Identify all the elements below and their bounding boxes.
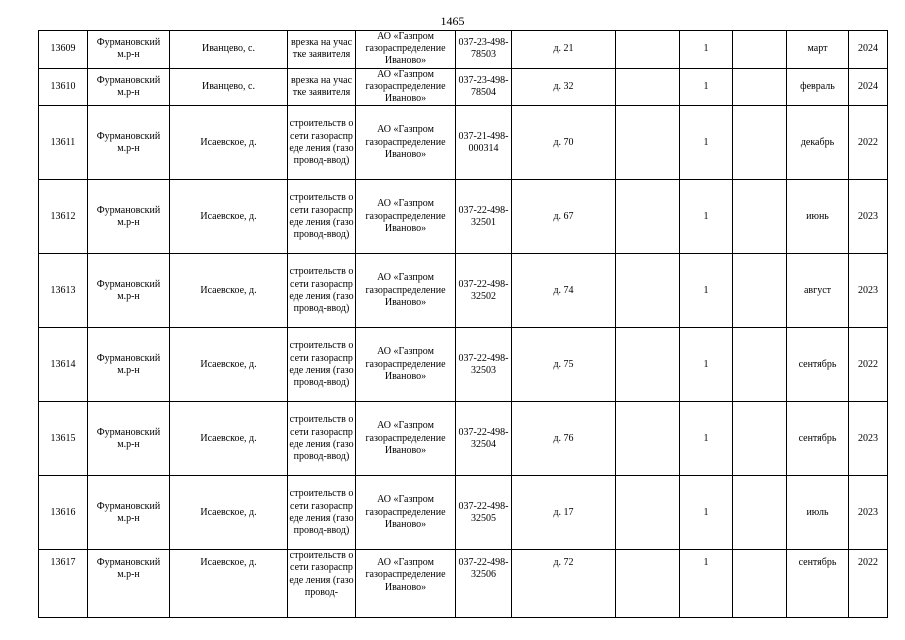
cell-empty xyxy=(733,476,787,550)
cell-month: июнь xyxy=(787,180,849,254)
cell-month: август xyxy=(787,254,849,328)
cell-district: Фурмановский м.р-н xyxy=(88,106,170,180)
cell-locality: Исаевское, д. xyxy=(170,254,288,328)
cell-month: сентябрь xyxy=(787,402,849,476)
table-row xyxy=(39,180,888,254)
cell-work-type: врезка на участке заявителя xyxy=(288,68,356,106)
table-row xyxy=(39,402,888,476)
cell-empty xyxy=(733,550,787,618)
cell-code: 037-22-498-32505 xyxy=(456,476,512,550)
cell-month: март xyxy=(787,31,849,69)
cell-organization: АО «Газпром газораспределение Иваново» xyxy=(356,180,456,254)
cell-locality: Исаевское, д. xyxy=(170,550,288,618)
cell-empty xyxy=(616,476,680,550)
cell-empty xyxy=(616,402,680,476)
cell-locality: Иванцево, с. xyxy=(170,68,288,106)
cell-count: 1 xyxy=(680,106,733,180)
cell-work-type: строительств о сети газораспреде ления (газопровод-ввод) xyxy=(288,328,356,402)
cell-empty xyxy=(616,68,680,106)
cell-month: сентябрь xyxy=(787,550,849,618)
cell-work-type: строительств о сети газораспреде ления (газопровод- xyxy=(288,550,356,618)
cell-year: 2023 xyxy=(849,402,888,476)
cell-month: сентябрь xyxy=(787,328,849,402)
cell-house: д. 75 xyxy=(512,328,616,402)
cell-organization: АО «Газпром газораспределение Иваново» xyxy=(356,550,456,618)
cell-year: 2022 xyxy=(849,550,888,618)
cell-year: 2022 xyxy=(849,106,888,180)
registry-table xyxy=(38,30,888,618)
cell-work-type: врезка на участке заявителя xyxy=(288,31,356,69)
cell-number: 13617 xyxy=(39,550,88,618)
cell-district: Фурмановский м.р-н xyxy=(88,31,170,69)
cell-district: Фурмановский м.р-н xyxy=(88,68,170,106)
cell-locality: Исаевское, д. xyxy=(170,106,288,180)
table-row xyxy=(39,31,888,69)
cell-locality: Исаевское, д. xyxy=(170,402,288,476)
cell-number: 13611 xyxy=(39,106,88,180)
table-row xyxy=(39,254,888,328)
cell-code: 037-22-498-32502 xyxy=(456,254,512,328)
cell-number: 13615 xyxy=(39,402,88,476)
cell-year: 2024 xyxy=(849,68,888,106)
page-number: 1465 xyxy=(440,14,465,28)
cell-count: 1 xyxy=(680,254,733,328)
cell-number: 13616 xyxy=(39,476,88,550)
cell-count: 1 xyxy=(680,402,733,476)
cell-month: февраль xyxy=(787,68,849,106)
table-row xyxy=(39,550,888,618)
cell-month: июль xyxy=(787,476,849,550)
cell-district: Фурмановский м.р-н xyxy=(88,180,170,254)
cell-year: 2023 xyxy=(849,180,888,254)
table-row xyxy=(39,328,888,402)
cell-code: 037-22-498-32506 xyxy=(456,550,512,618)
cell-district: Фурмановский м.р-н xyxy=(88,550,170,618)
cell-organization: АО «Газпром газораспределение Иваново» xyxy=(356,31,456,69)
cell-empty xyxy=(733,106,787,180)
cell-year: 2024 xyxy=(849,31,888,69)
cell-empty xyxy=(733,180,787,254)
cell-locality: Исаевское, д. xyxy=(170,476,288,550)
cell-empty xyxy=(733,328,787,402)
cell-organization: АО «Газпром газораспределение Иваново» xyxy=(356,68,456,106)
cell-number: 13614 xyxy=(39,328,88,402)
cell-district: Фурмановский м.р-н xyxy=(88,402,170,476)
cell-house: д. 74 xyxy=(512,254,616,328)
cell-number: 13613 xyxy=(39,254,88,328)
cell-district: Фурмановский м.р-н xyxy=(88,476,170,550)
cell-year: 2023 xyxy=(849,254,888,328)
cell-organization: АО «Газпром газораспределение Иваново» xyxy=(356,328,456,402)
cell-count: 1 xyxy=(680,68,733,106)
cell-house: д. 67 xyxy=(512,180,616,254)
cell-count: 1 xyxy=(680,550,733,618)
cell-organization: АО «Газпром газораспределение Иваново» xyxy=(356,106,456,180)
cell-count: 1 xyxy=(680,328,733,402)
cell-empty xyxy=(616,254,680,328)
cell-house: д. 76 xyxy=(512,402,616,476)
cell-code: 037-21-498-000314 xyxy=(456,106,512,180)
cell-district: Фурмановский м.р-н xyxy=(88,254,170,328)
cell-number: 13609 xyxy=(39,31,88,69)
cell-organization: АО «Газпром газораспределение Иваново» xyxy=(356,476,456,550)
cell-locality: Иванцево, с. xyxy=(170,31,288,69)
cell-code: 037-22-498-32504 xyxy=(456,402,512,476)
cell-house: д. 32 xyxy=(512,68,616,106)
cell-empty xyxy=(616,180,680,254)
cell-locality: Исаевское, д. xyxy=(170,328,288,402)
cell-organization: АО «Газпром газораспределение Иваново» xyxy=(356,254,456,328)
table-row xyxy=(39,68,888,106)
cell-house: д. 21 xyxy=(512,31,616,69)
cell-code: 037-23-498-78503 xyxy=(456,31,512,69)
cell-work-type: строительств о сети газораспреде ления (газопровод-ввод) xyxy=(288,180,356,254)
cell-empty xyxy=(733,402,787,476)
cell-empty xyxy=(616,328,680,402)
cell-year: 2023 xyxy=(849,476,888,550)
cell-house: д. 17 xyxy=(512,476,616,550)
cell-number: 13610 xyxy=(39,68,88,106)
cell-year: 2022 xyxy=(849,328,888,402)
cell-work-type: строительств о сети газораспреде ления (газопровод-ввод) xyxy=(288,254,356,328)
cell-empty xyxy=(616,550,680,618)
cell-number: 13612 xyxy=(39,180,88,254)
table-row xyxy=(39,476,888,550)
cell-locality: Исаевское, д. xyxy=(170,180,288,254)
cell-work-type: строительств о сети газораспреде ления (газопровод-ввод) xyxy=(288,106,356,180)
cell-empty xyxy=(616,106,680,180)
cell-month: декабрь xyxy=(787,106,849,180)
cell-count: 1 xyxy=(680,31,733,69)
cell-work-type: строительств о сети газораспреде ления (газопровод-ввод) xyxy=(288,402,356,476)
cell-empty xyxy=(733,254,787,328)
cell-code: 037-22-498-32503 xyxy=(456,328,512,402)
cell-count: 1 xyxy=(680,180,733,254)
cell-code: 037-22-498-32501 xyxy=(456,180,512,254)
cell-count: 1 xyxy=(680,476,733,550)
cell-district: Фурмановский м.р-н xyxy=(88,328,170,402)
cell-empty xyxy=(733,68,787,106)
cell-empty xyxy=(733,31,787,69)
cell-house: д. 70 xyxy=(512,106,616,180)
cell-empty xyxy=(616,31,680,69)
cell-work-type: строительств о сети газораспреде ления (газопровод-ввод) xyxy=(288,476,356,550)
cell-code: 037-23-498-78504 xyxy=(456,68,512,106)
cell-organization: АО «Газпром газораспределение Иваново» xyxy=(356,402,456,476)
table-row xyxy=(39,106,888,180)
cell-house: д. 72 xyxy=(512,550,616,618)
